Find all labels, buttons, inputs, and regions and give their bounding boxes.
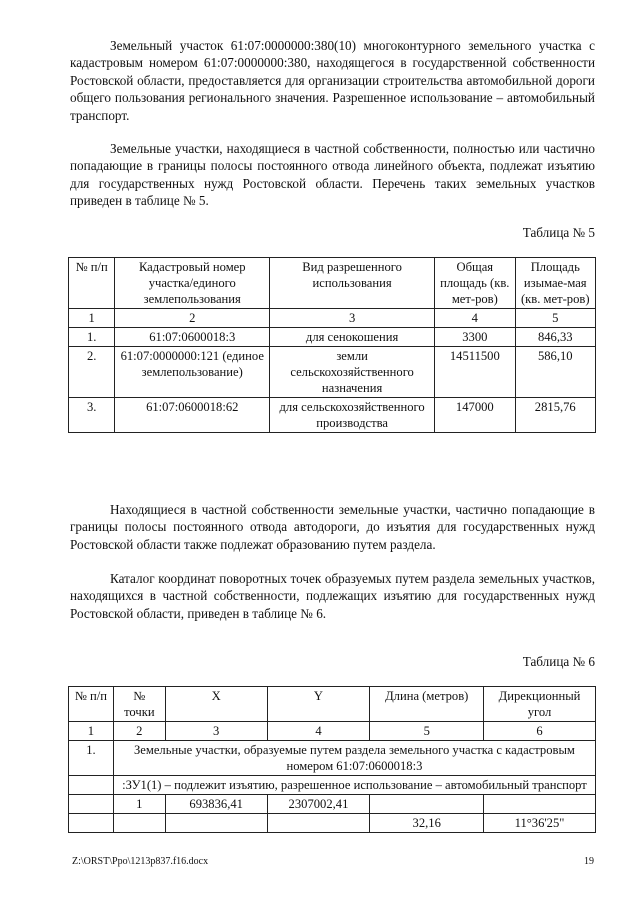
table5-caption: Таблица № 5 (522, 225, 595, 240)
table5-cell: 1 (69, 309, 115, 328)
table6-header: Y (267, 687, 370, 722)
table6-cell (165, 814, 267, 833)
footer-page-number: 19 (584, 856, 594, 867)
table5-cell: 2 (115, 309, 270, 328)
table5-cell: 1. (69, 328, 115, 347)
footer-file-path: Z:\ORST\Ppo\1213p837.f16.docx (72, 856, 209, 867)
table6-header: Длина (метров) (370, 687, 484, 722)
table6-cell: 3 (165, 722, 267, 741)
table5-header: № п/п (69, 258, 115, 309)
table6-cell (267, 814, 370, 833)
table-row (69, 814, 596, 833)
table5-cell: 147000 (435, 398, 515, 433)
table5-cell: 3300 (435, 328, 515, 347)
table6-header: № точки (113, 687, 165, 722)
table5-cell: для сельскохозяйственного производства (270, 398, 435, 433)
table5-cell: 3 (270, 309, 435, 328)
table-row (69, 741, 596, 776)
table6-cell: 32,16 (370, 814, 484, 833)
table5-cell: для сенокошения (270, 328, 435, 347)
table6-cell: 11°36'25" (484, 814, 596, 833)
table5-header: Площадь изымае-мая (кв. мет-ров) (515, 258, 595, 309)
table-row (69, 347, 596, 398)
table6-cell: 5 (370, 722, 484, 741)
table6-cell (113, 814, 165, 833)
table5-cell: земли сельскохозяйственного назначения (270, 347, 435, 398)
table5-cell: 61:07:0000000:121 (единое землепользование) (115, 347, 270, 398)
table6-cell: 1. (69, 741, 114, 776)
table-row (69, 328, 596, 347)
table-row (69, 776, 596, 795)
table-5 (68, 257, 596, 433)
table6-header-row (69, 687, 596, 722)
table6-cell (69, 776, 114, 795)
table5-header-row (69, 258, 596, 309)
table5-cell: 14511500 (435, 347, 515, 398)
table6-number-row (69, 722, 596, 741)
paragraph-1: Земельный участок 61:07:0000000:380(10) многоконтурного земельного участка с кадастровым номером 61:07:0000000:380, находящегося в государственной собственности Ростовской области, предоставляется для организации строительства автомобильной дороги общего пользования регионального значения. Разрешенное использование – автомобильный транспорт. (70, 38, 595, 123)
table5-cell: 5 (515, 309, 595, 328)
table6-caption: Таблица № 6 (522, 654, 595, 669)
table5-cell: 61:07:0600018:62 (115, 398, 270, 433)
table5-cell: 2. (69, 347, 115, 398)
paragraph-2: Земельные участки, находящиеся в частной собственности, полностью или частично попадающие в границы полосы постоянного отвода линейного объекта, подлежат изъятию для государственных нужд Ростовской области. Перечень таких земельных участков приведен в таблице № 5. (70, 141, 595, 209)
table5-cell: 586,10 (515, 347, 595, 398)
table-6 (68, 686, 596, 833)
table5-cell: 3. (69, 398, 115, 433)
table5-cell: 4 (435, 309, 515, 328)
table6-cell: 4 (267, 722, 370, 741)
table6-cell: 1 (69, 722, 114, 741)
table6-header: X (165, 687, 267, 722)
table5-header: Вид разрешенного использования (270, 258, 435, 309)
paragraph-4: Каталог координат поворотных точек образуемых путем раздела земельных участков, находящихся в частной собственности, подлежащих изъятию для государственных нужд Ростовской области, приведен в таблице № 6. (70, 571, 595, 621)
paragraph-3: Находящиеся в частной собственности земельные участки, частично попадающие в границы полосы постоянного отвода автодороги, до изъятия для государственных нужд Ростовской области также подлежат образованию путем раздела. (70, 502, 595, 552)
table6-header: Дирекционный угол (484, 687, 596, 722)
table5-number-row (69, 309, 596, 328)
table6-cell: 6 (484, 722, 596, 741)
table-row (69, 795, 596, 814)
table6-cell: 693836,41 (165, 795, 267, 814)
table5-cell: 61:07:0600018:3 (115, 328, 270, 347)
table5-cell: 846,33 (515, 328, 595, 347)
table6-cell (69, 814, 114, 833)
table5-cell: 2815,76 (515, 398, 595, 433)
table6-header: № п/п (69, 687, 114, 722)
table6-subgroup-title: :ЗУ1(1) – подлежит изъятию, разрешенное использование – автомобильный транспорт (113, 776, 595, 795)
table5-header: Кадастровый номер участка/единого землепользования (115, 258, 270, 309)
table6-group-title: Земельные участки, образуемые путем раздела земельного участка с кадастровым номером 61:07:0600018:3 (113, 741, 595, 776)
table6-cell: 2307002,41 (267, 795, 370, 814)
table5-header: Общая площадь (кв. мет-ров) (435, 258, 515, 309)
table6-cell: 2 (113, 722, 165, 741)
table6-cell (484, 795, 596, 814)
table6-cell (69, 795, 114, 814)
table-row (69, 398, 596, 433)
table6-cell: 1 (113, 795, 165, 814)
table6-cell (370, 795, 484, 814)
